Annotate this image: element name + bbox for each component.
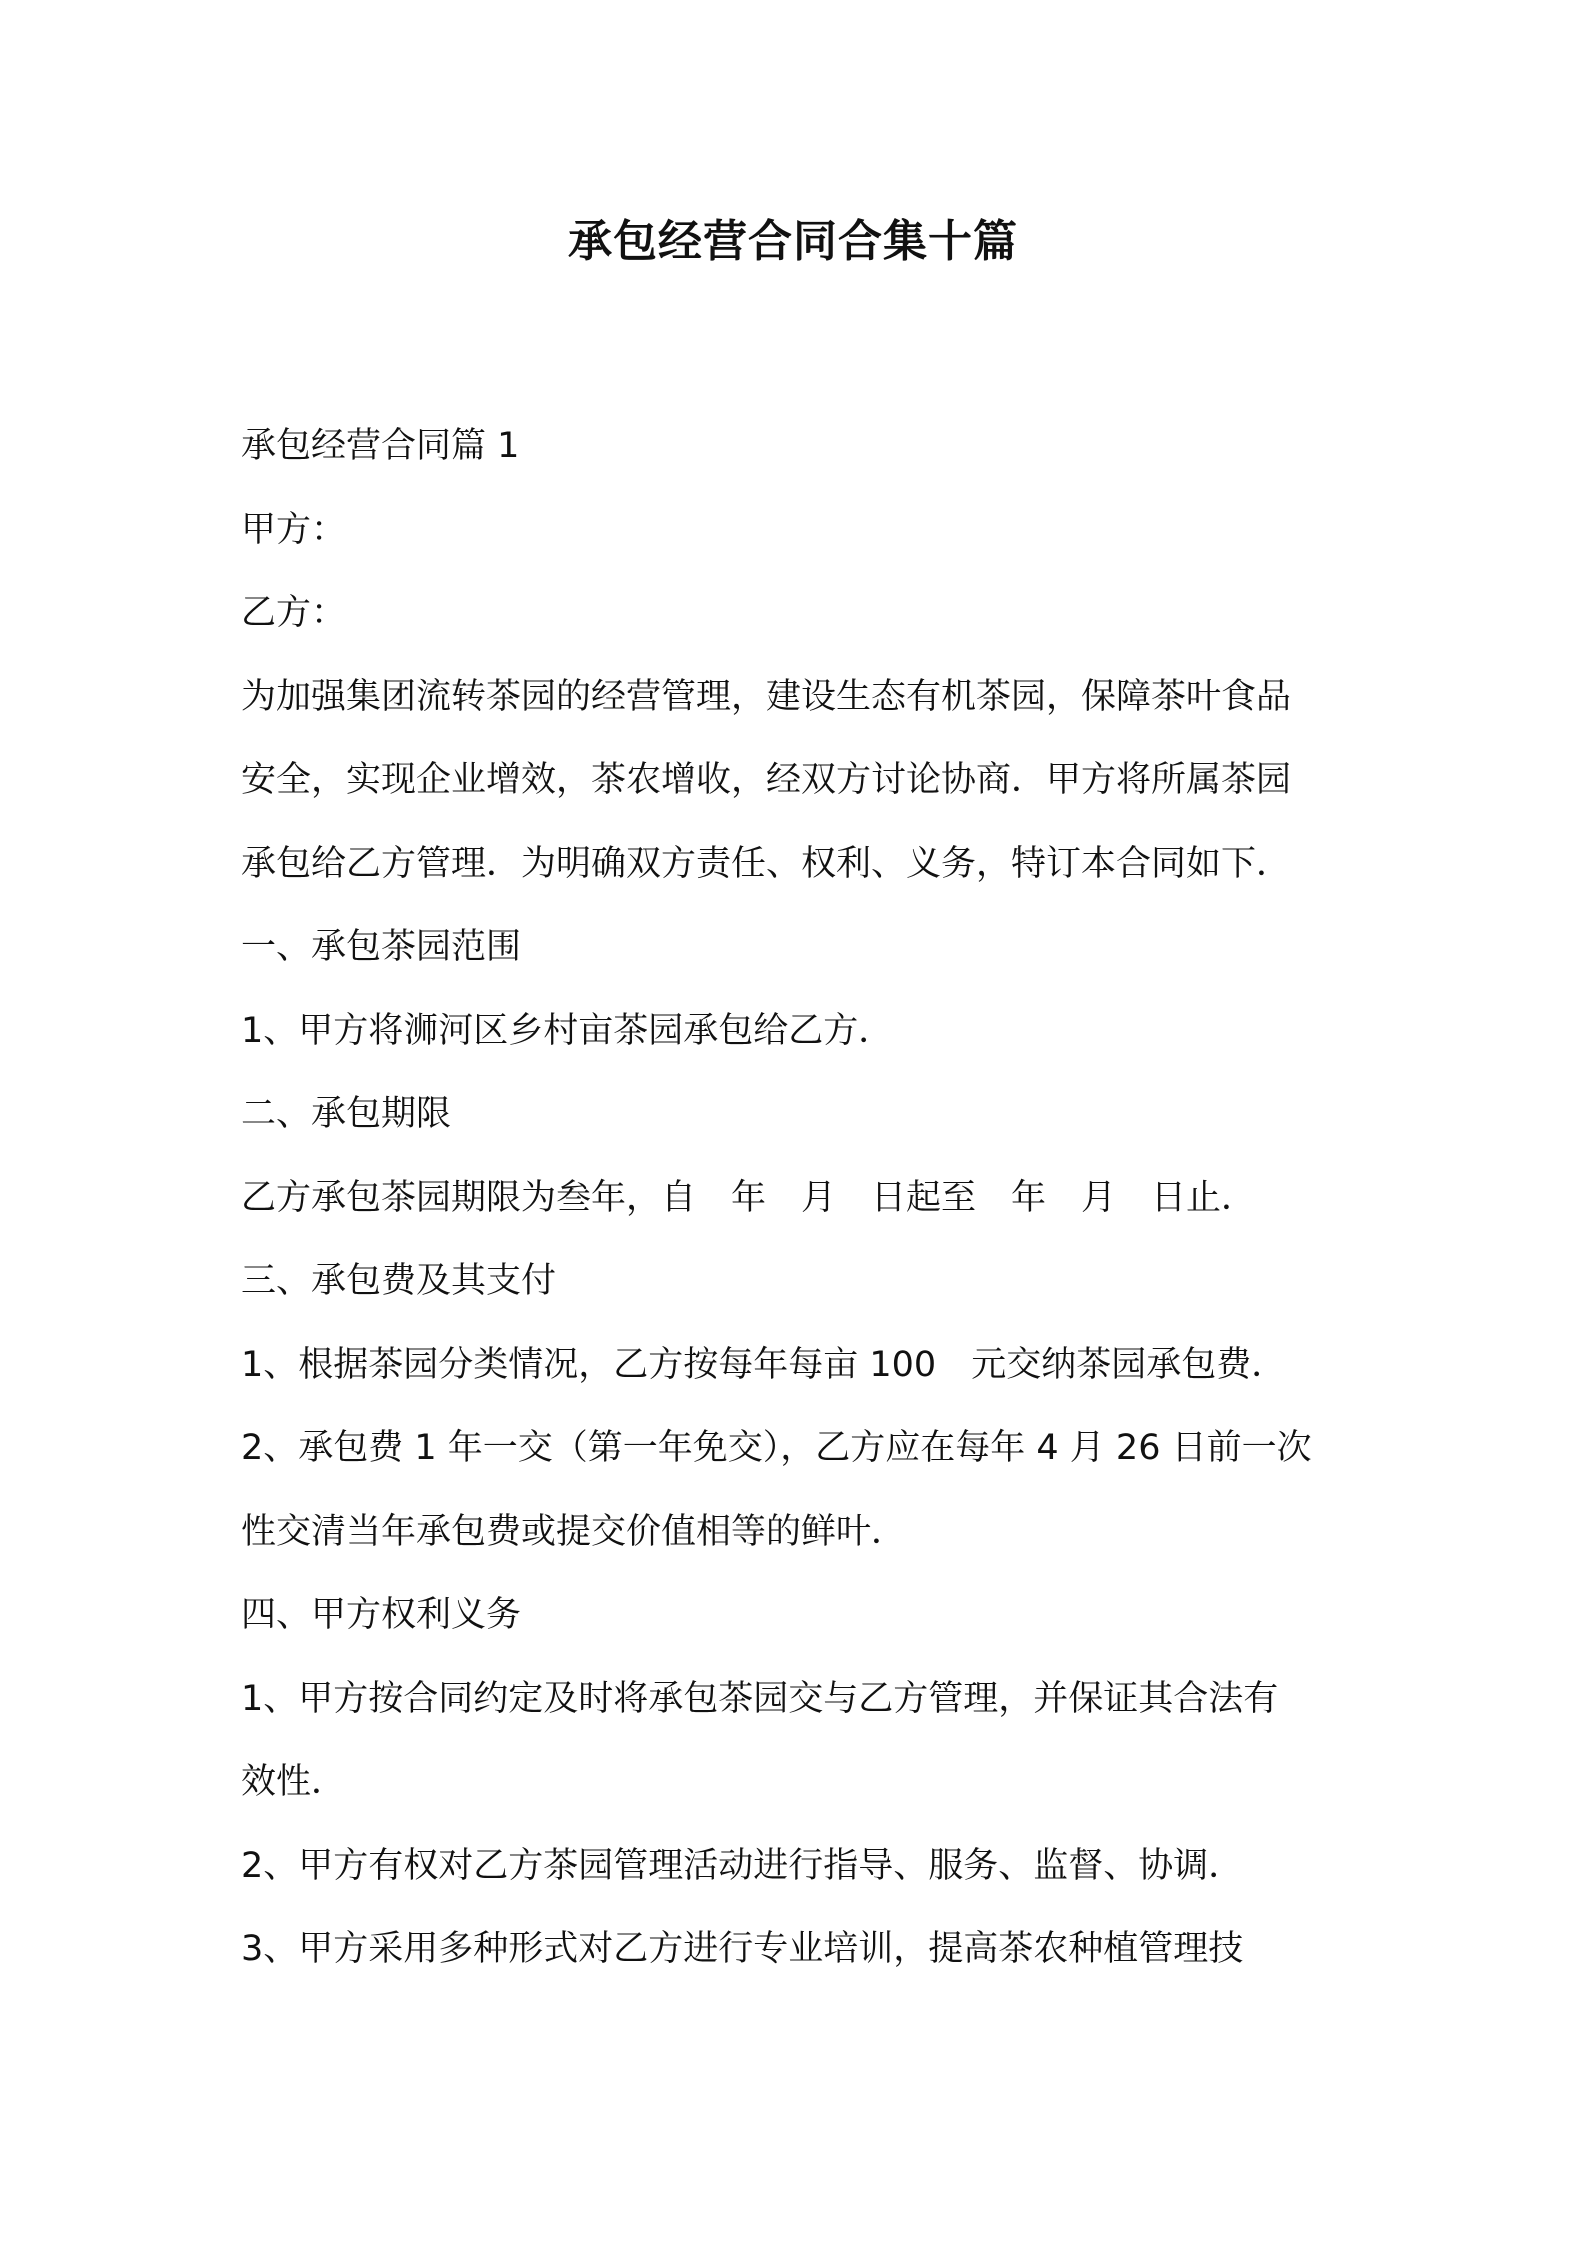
paragraph-line: 性交清当年承包费或提交价值相等的鲜叶．: [241, 1511, 907, 1552]
paragraph-line: 2、承包费 1 年一交（第一年免交），乙方应在每年 4 月 26 日前一次: [241, 1428, 1312, 1468]
paragraph-line: 效性．: [241, 1762, 347, 1802]
paragraph-line: 3、甲方采用多种形式对乙方进行专业培训，提高茶农种植管理技: [241, 1929, 1244, 1969]
document-body: [241, 405, 1361, 1992]
paragraph-line: 乙方承包茶园期限为叁年，自 年 月 日起至 年 月 日止．: [241, 1177, 1257, 1218]
paragraph-line: 1、根据茶园分类情况，乙方按每年每亩 100 元交纳茶园承包费．: [241, 1344, 1287, 1385]
paragraph-line: 安全，实现企业增效，茶农增收，经双方讨论协商．甲方将所属茶园: [241, 760, 1292, 800]
paragraph-line: 2、甲方有权对乙方茶园管理活动进行指导、服务、监督、协调．: [241, 1845, 1244, 1886]
clause-heading: 三、承包费及其支付: [241, 1261, 557, 1301]
clause-heading: 四、甲方权利义务: [241, 1595, 522, 1635]
paragraph-line: 为加强集团流转茶园的经营管理，建设生态有机茶园，保障茶叶食品: [241, 676, 1292, 717]
clause-heading: 二、承包期限: [241, 1094, 452, 1134]
party-b-line: 乙方：: [241, 593, 347, 633]
party-a-line: 甲方：: [241, 509, 347, 550]
paragraph-line: 承包给乙方管理．为明确双方责任、权利、义务，特订本合同如下．: [241, 843, 1292, 884]
document-title: 承包经营合同合集十篇: [568, 216, 1018, 267]
paragraph-line: 1、甲方将浉河区乡村亩茶园承包给乙方．: [241, 1010, 894, 1051]
clause-heading: 一、承包茶园范围: [241, 927, 522, 967]
section-heading: 承包经营合同篇 1: [241, 426, 520, 466]
paragraph-line: 1、甲方按合同约定及时将承包茶园交与乙方管理，并保证其合法有: [241, 1678, 1279, 1719]
